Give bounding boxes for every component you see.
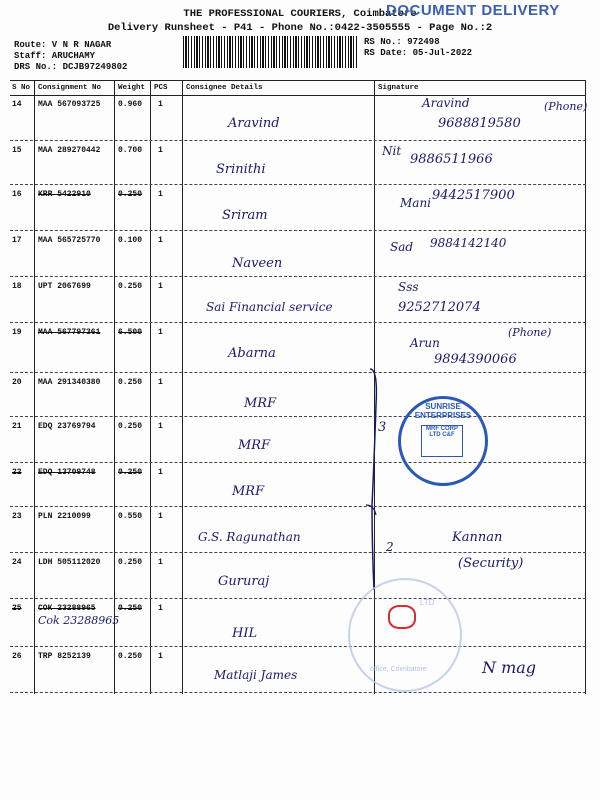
- row-consignee: G.S. Ragunathan: [198, 530, 301, 544]
- row-weight: 0.250: [118, 468, 143, 477]
- sunrise-seal: [398, 396, 488, 486]
- row-weight: 0.250: [118, 558, 143, 567]
- table-row: [10, 230, 586, 277]
- row-pcs: 1: [158, 328, 163, 337]
- table-row: [10, 416, 586, 463]
- table-row: [10, 372, 586, 417]
- row-consignee: Aravind: [228, 116, 280, 131]
- row-signature: 3: [378, 420, 387, 435]
- handwritten-consignment: Cok 23288965: [38, 614, 120, 627]
- row-consignee: Sriram: [222, 208, 268, 223]
- row-note: (Phone): [544, 100, 588, 113]
- row-consignment: MAA 565725770: [38, 236, 101, 245]
- row-consignment: MAA 291340380: [38, 378, 101, 387]
- row-consignment: EDQ 13709748: [38, 468, 96, 477]
- row-consignee: MRF: [238, 438, 271, 453]
- row-consignee: MRF: [232, 484, 265, 499]
- table-row: [10, 94, 586, 141]
- col-consignment: Consignment No: [38, 84, 102, 92]
- sunrise-seal-text: SUNRISE ENTERPRISES: [414, 402, 472, 420]
- row-weight: 0.250: [118, 604, 143, 613]
- row-pcs: 1: [158, 422, 163, 431]
- row-pcs: 1: [158, 190, 163, 199]
- row-phone: 9688819580: [438, 116, 521, 131]
- row-pcs: 1: [158, 100, 163, 109]
- faint-seal-bottom: office, Coimbatore: [370, 666, 427, 673]
- runsheet-title: THE PROFESSIONAL COURIERS, Coimbatore: [183, 8, 417, 20]
- row-weight: 0.250: [118, 422, 143, 431]
- row-pcs: 1: [158, 604, 163, 613]
- document-delivery-stamp: DOCUMENT DELIVERY: [386, 2, 560, 19]
- rs-number: RS No.: 972498: [364, 37, 440, 47]
- row-weight: 0.250: [118, 190, 143, 199]
- row-consignee: Naveen: [232, 256, 283, 271]
- row-pcs: 1: [158, 558, 163, 567]
- row-signature: Arun: [410, 336, 440, 350]
- table-row: [10, 322, 586, 373]
- table-row: [10, 646, 586, 693]
- drs-label: DRS No.: DCJB97249802: [14, 62, 128, 72]
- row-phone: 9884142140: [430, 236, 507, 250]
- row-sno: 23: [12, 512, 22, 521]
- row-pcs: 1: [158, 282, 163, 291]
- barcode: [183, 36, 359, 68]
- col-consignee: Consignee Details: [186, 84, 263, 92]
- row-weight: 0.700: [118, 146, 143, 155]
- table-row: [10, 276, 586, 323]
- red-signature-mark: [388, 605, 416, 629]
- row-weight: 0.250: [118, 282, 143, 291]
- row-pcs: 1: [158, 378, 163, 387]
- sunrise-seal-inner: MRF CORP LTD C&F: [421, 425, 463, 457]
- row-pcs: 1: [158, 236, 163, 245]
- runsheet-table: [10, 80, 586, 694]
- runsheet-subtitle: Delivery Runsheet - P41 - Phone No.:0422-3505555 - Page No.:2: [107, 22, 493, 34]
- row-sno: 25: [12, 604, 22, 613]
- row-weight: 6.500: [118, 328, 143, 337]
- table-row: [10, 184, 586, 231]
- row-note: 2: [386, 540, 394, 554]
- col-pcs: PCS: [154, 84, 168, 92]
- row-sno: 22: [12, 468, 22, 477]
- row-weight: 0.960: [118, 100, 143, 109]
- row-consignment: MAA 567093725: [38, 100, 101, 109]
- col-sno: S No: [12, 84, 31, 92]
- bracket-marks: [360, 365, 390, 595]
- row-phone: 9442517900: [432, 188, 515, 203]
- row-consignment: PLN 2210099: [38, 512, 91, 521]
- row-consignee: Sai Financial service: [206, 300, 333, 314]
- row-phone: 9886511966: [410, 152, 493, 167]
- row-sno: 21: [12, 422, 22, 431]
- row-signature: Sad: [390, 240, 414, 254]
- row-consignment: LDH 505112020: [38, 558, 101, 567]
- row-consignee: Matlaji James: [214, 668, 298, 682]
- row-sno: 16: [12, 190, 22, 199]
- col-signature: Signature: [378, 84, 419, 92]
- staff-label: Staff: ARUCHAMY: [14, 51, 96, 61]
- row-sno: 24: [12, 558, 22, 567]
- row-signature: N mag: [482, 658, 537, 677]
- table-row: [10, 598, 586, 647]
- row-sno: 20: [12, 378, 22, 387]
- row-consignment: TRP 8252139: [38, 652, 91, 661]
- row-consignment: KRR 5422910: [38, 190, 91, 199]
- row-consignment: MAA 289270442: [38, 146, 101, 155]
- row-pcs: 1: [158, 652, 163, 661]
- row-weight: 0.100: [118, 236, 143, 245]
- row-sno: 15: [12, 146, 22, 155]
- row-pcs: 1: [158, 146, 163, 155]
- row-phone: 9252712074: [398, 300, 481, 315]
- row-consignment: EDQ 23769794: [38, 422, 96, 431]
- row-sno: 14: [12, 100, 22, 109]
- col-weight: Weight: [118, 84, 146, 92]
- row-signature: Kannan: [452, 530, 503, 545]
- row-signature: (Security): [458, 556, 524, 571]
- table-row: [10, 462, 586, 507]
- row-consignment: MAA 567797361: [38, 328, 101, 337]
- faint-seal: [348, 578, 462, 692]
- row-signature: Sss: [398, 280, 419, 294]
- faint-seal-top: LTD: [420, 598, 435, 607]
- table-row: [10, 140, 586, 185]
- row-phone: 9894390066: [434, 352, 517, 367]
- row-sno: 19: [12, 328, 22, 337]
- row-signature: Mani: [400, 196, 432, 210]
- row-consignment: COK 23288965: [38, 604, 96, 613]
- row-consignee: Abarna: [228, 346, 276, 361]
- row-consignee: MRF: [244, 396, 277, 411]
- row-weight: 0.250: [118, 652, 143, 661]
- row-pcs: 1: [158, 468, 163, 477]
- row-sno: 18: [12, 282, 22, 291]
- row-signature: Nit: [382, 144, 402, 158]
- row-sno: 17: [12, 236, 22, 245]
- row-weight: 0.550: [118, 512, 143, 521]
- row-note: (Phone): [508, 326, 552, 339]
- row-consignee: Gururaj: [218, 574, 270, 589]
- row-signature: Aravind: [422, 96, 470, 110]
- rs-date: RS Date: 05-Jul-2022: [364, 48, 473, 58]
- route-label: Route: V N R NAGAR: [14, 40, 112, 50]
- row-consignee: HIL: [232, 626, 258, 641]
- table-row: [10, 552, 586, 599]
- row-weight: 0.250: [118, 378, 143, 387]
- table-row: [10, 506, 586, 553]
- row-consignment: UPT 2067699: [38, 282, 91, 291]
- row-consignee: Srinithi: [216, 162, 266, 177]
- row-pcs: 1: [158, 512, 163, 521]
- row-sno: 26: [12, 652, 22, 661]
